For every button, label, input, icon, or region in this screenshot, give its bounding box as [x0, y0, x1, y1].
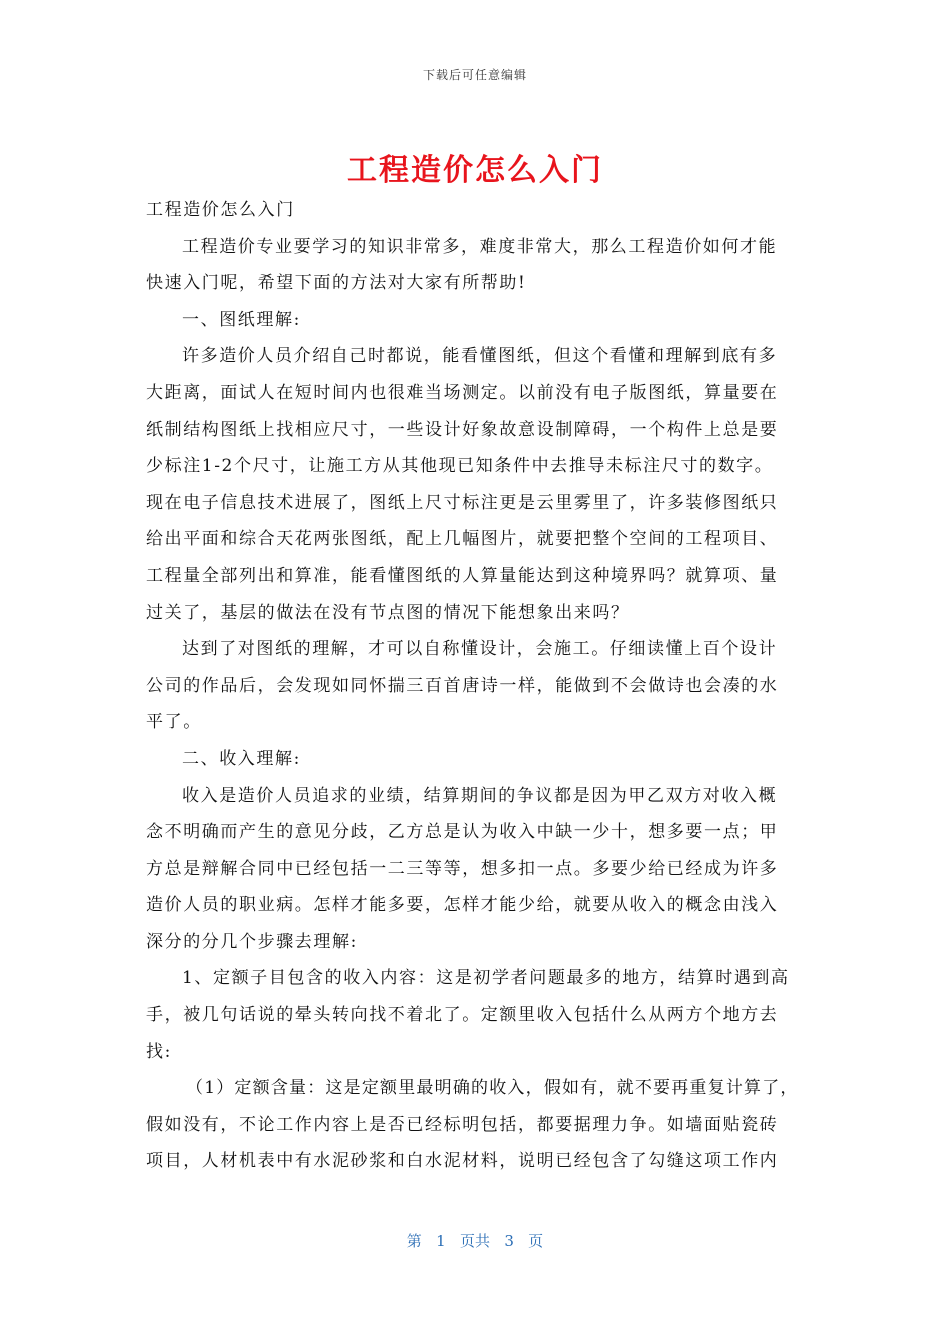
- footer-total-pages: 3: [504, 1232, 514, 1250]
- text-line: 工程量全部列出和算准，能看懂图纸的人算量能达到这种境界吗？就算项、量: [146, 565, 779, 586]
- text-line: 深分的分几个步骤去理解:: [146, 931, 358, 952]
- footer-page-number: 1: [436, 1232, 446, 1250]
- text-line: 达到了对图纸的理解，才可以自称懂设计，会施工。仔细读懂上百个设计: [182, 639, 778, 660]
- text-line: 假如没有，不论工作内容上是否已经标明包括，都要据理力争。如墙面贴瓷砖: [146, 1114, 779, 1135]
- text-line: 造价人员的职业病。怎样才能多要，怎样才能少给，就要从收入的概念由浅入: [146, 895, 779, 916]
- text-line: 许多造价人员介绍自己时都说，能看懂图纸，但这个看懂和理解到底有多: [182, 346, 778, 367]
- text-line: 方总是辩解合同中已经包括一二三等等，想多扣一点。多要少给已经成为许多: [146, 858, 779, 879]
- text-line: 公司的作品后，会发现如同怀揣三百首唐诗一样，能做到不会做诗也会凑的水: [146, 675, 779, 696]
- text-line: 项目，人材机表中有水泥砂浆和白水泥材料，说明已经包含了勾缝这项工作内: [146, 1151, 779, 1172]
- text-line: 工程造价怎么入门: [146, 200, 295, 220]
- footer-total-label: 页共: [459, 1232, 490, 1250]
- text-line: 一、图纸理解:: [182, 309, 301, 330]
- text-line: 大距离，面试人在短时间内也很难当场测定。以前没有电子版图纸，算量要在: [146, 382, 779, 403]
- text-line: 快速入门呢，希望下面的方法对大家有所帮助!: [146, 273, 527, 294]
- document-title: 工程造价怎么入门: [347, 153, 603, 188]
- text-line: 平了。: [146, 712, 202, 733]
- text-line: 现在电子信息技术进展了，图纸上尺寸标注更是云里雾里了，许多装修图纸只: [146, 492, 779, 513]
- document-body: [146, 192, 818, 1180]
- text-line: 1、定额子目包含的收入内容：这是初学者问题最多的地方，结算时遇到高: [182, 968, 790, 989]
- text-line: 手，被几句话说的晕头转向找不着北了。定额里收入包括什么从两方个地方去: [146, 1005, 779, 1026]
- text-line: 给出平面和综合天花两张图纸，配上几幅图片，就要把整个空间的工程项目、: [146, 529, 779, 550]
- text-line: 收入是造价人员追求的业绩，结算期间的争议都是因为甲乙双方对收入概: [182, 785, 778, 806]
- text-line: 纸制结构图纸上找相应尺寸，一些设计好象故意设制障碍，一个构件上总是要: [146, 419, 779, 440]
- footer-page-label: 第: [406, 1232, 422, 1250]
- page-footer: [0, 1230, 950, 1251]
- text-line: 二、收入理解:: [182, 748, 301, 769]
- text-line: 找:: [146, 1041, 172, 1062]
- text-line: 少标注1-2个尺寸，让施工方从其他现已知条件中去推导未标注尺寸的数字。: [146, 456, 774, 477]
- text-line: 工程造价专业要学习的知识非常多，难度非常大，那么工程造价如何才能: [182, 236, 778, 257]
- text-line: 过关了，基层的做法在没有节点图的情况下能想象出来吗？: [146, 602, 630, 623]
- footer-page-suffix: 页: [528, 1232, 544, 1250]
- header-note: 下载后可任意编辑: [422, 68, 527, 82]
- text-line: （1）定额含量：这是定额里最明确的收入，假如有，就不要再重复计算了，: [186, 1078, 799, 1099]
- text-line: 念不明确而产生的意见分歧，乙方总是认为收入中缺一少十，想多要一点；甲: [146, 822, 779, 843]
